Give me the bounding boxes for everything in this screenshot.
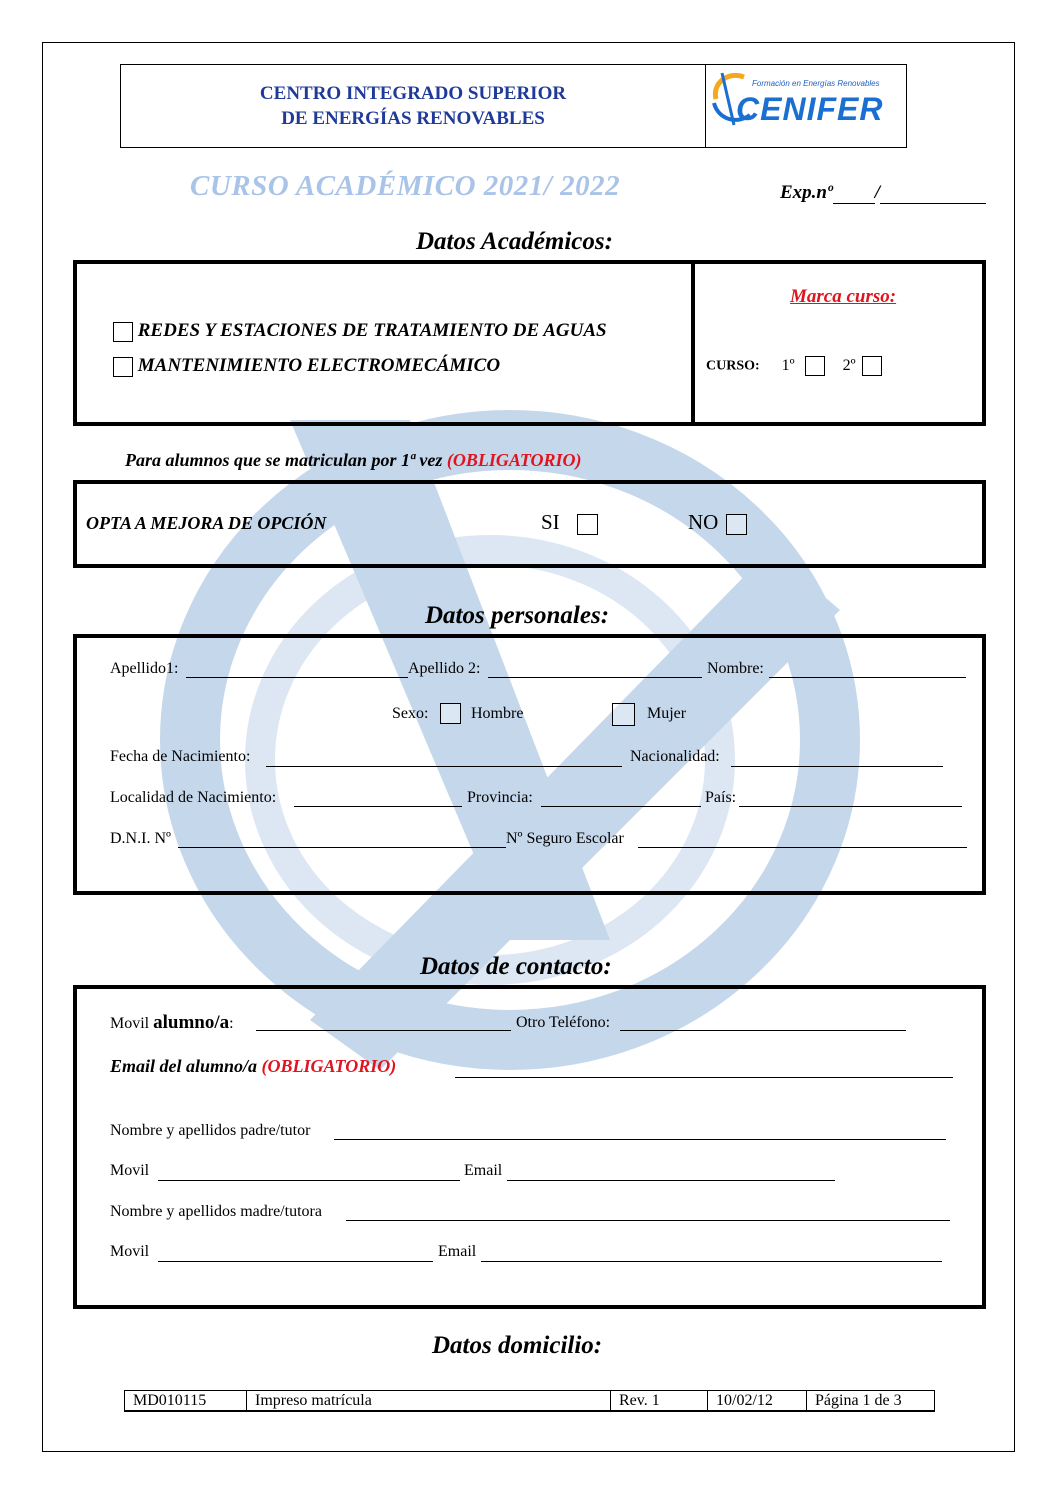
footer-table xyxy=(124,1390,935,1412)
pais-label: País: xyxy=(705,789,737,806)
email-alumno-field[interactable] xyxy=(455,1077,953,1078)
movil-padre-field[interactable] xyxy=(158,1180,460,1181)
movil-alumno-label xyxy=(110,1012,234,1034)
email-madre-field[interactable] xyxy=(481,1261,942,1262)
hombre-label: Hombre xyxy=(471,705,524,722)
nacionalidad-field[interactable] xyxy=(731,766,943,767)
mejora-si-label: SI xyxy=(541,510,560,534)
expedient-number xyxy=(780,182,986,204)
email-alumno-mandatory: (OBLIGATORIO) xyxy=(261,1056,397,1076)
otro-telefono-label: Otro Teléfono: xyxy=(516,1014,611,1031)
madre-label: Nombre y apellidos madre/tutora xyxy=(110,1203,322,1220)
logo xyxy=(706,65,906,147)
provincia-label: Provincia: xyxy=(467,789,533,806)
study-2-label: MANTENIMIENTO ELECTROMECÁMICO xyxy=(137,355,501,376)
apellido1-label: Apellido1: xyxy=(110,660,179,677)
section-title-contact: Datos de contacto: xyxy=(420,953,612,980)
movil-label: Movil xyxy=(110,1015,150,1032)
curso-1-checkbox[interactable] xyxy=(805,356,825,376)
nombre-label: Nombre: xyxy=(707,660,764,677)
mujer-checkbox[interactable] xyxy=(612,703,635,726)
mejora-no-label: NO xyxy=(688,510,719,534)
alumno-colon: : xyxy=(229,1015,234,1032)
sexo-label: Sexo: xyxy=(392,705,429,722)
first-enrolment-mandatory: (OBLIGATORIO) xyxy=(446,450,582,470)
pais-field[interactable] xyxy=(739,806,962,807)
footer-date: 10/02/12 xyxy=(708,1391,807,1410)
exp-separator: / xyxy=(874,182,880,203)
curso-2-label: 2º xyxy=(842,356,856,374)
madre-field[interactable] xyxy=(346,1220,950,1221)
course-title: CURSO ACADÉMICO 2021/ 2022 xyxy=(190,170,621,202)
first-enrolment-text: Para alumnos que se matriculan por 1ª vez xyxy=(125,450,443,470)
study-option-2 xyxy=(113,355,500,377)
padre-field[interactable] xyxy=(334,1139,946,1140)
email-alumno-label xyxy=(110,1056,396,1077)
otro-telefono-field[interactable] xyxy=(620,1030,906,1031)
movil-padre-label: Movil xyxy=(110,1162,150,1179)
footer-revision: Rev. 1 xyxy=(611,1391,708,1410)
mujer-label: Mujer xyxy=(647,705,687,722)
curso-1-label: 1º xyxy=(781,356,795,374)
curso-2-checkbox[interactable] xyxy=(862,356,882,376)
hombre-checkbox[interactable] xyxy=(440,703,461,724)
fecha-nac-label: Fecha de Nacimiento: xyxy=(110,748,251,765)
email-padre-label: Email xyxy=(464,1162,503,1179)
seguro-label: Nº Seguro Escolar xyxy=(506,830,624,847)
school-name-line2: DE ENERGÍAS RENOVABLES xyxy=(281,108,545,129)
footer-document: Impreso matrícula xyxy=(247,1391,611,1410)
study-1-label: REDES Y ESTACIONES DE TRATAMIENTO DE AGUAS xyxy=(137,320,607,341)
logo-tagline: Formación en Energías Renovables xyxy=(752,79,880,88)
exp-field-1[interactable] xyxy=(833,185,875,204)
movil-madre-label: Movil xyxy=(110,1243,150,1260)
curso-label: CURSO: xyxy=(706,358,760,374)
exp-label: Exp.nº xyxy=(780,182,833,203)
dni-label: D.N.I. Nº xyxy=(110,830,171,847)
dni-field[interactable] xyxy=(178,847,506,848)
apellido2-field[interactable] xyxy=(488,677,702,678)
mejora-no xyxy=(688,510,747,535)
fecha-nac-field[interactable] xyxy=(266,766,622,767)
academic-box xyxy=(73,260,986,426)
curso-row xyxy=(706,356,882,376)
movil-alumno-field[interactable] xyxy=(256,1030,511,1031)
first-enrolment-note xyxy=(125,450,582,471)
apellido1-field[interactable] xyxy=(186,677,408,678)
footer-page: Página 1 de 3 xyxy=(815,1392,902,1409)
mejora-label: OPTA A MEJORA DE OPCIÓN xyxy=(86,513,327,533)
email-padre-field[interactable] xyxy=(507,1180,835,1181)
mejora-si xyxy=(541,510,598,535)
alumno-label: alumno/a xyxy=(153,1012,230,1033)
provincia-field[interactable] xyxy=(541,806,701,807)
padre-label: Nombre y apellidos padre/tutor xyxy=(110,1122,311,1139)
marca-curso-label: Marca curso: xyxy=(790,286,897,307)
localidad-nac-label: Localidad de Nacimiento: xyxy=(110,789,277,806)
nacionalidad-label: Nacionalidad: xyxy=(630,748,720,765)
nombre-field[interactable] xyxy=(769,677,966,678)
seguro-field[interactable] xyxy=(638,847,967,848)
email-madre-label: Email xyxy=(438,1243,477,1260)
study-option-1 xyxy=(113,320,607,342)
footer-code: MD010115 xyxy=(125,1391,247,1410)
header-box xyxy=(120,64,907,148)
study-1-checkbox[interactable] xyxy=(113,322,133,342)
section-title-academic: Datos Académicos: xyxy=(416,228,613,255)
school-name-line1: CENTRO INTEGRADO SUPERIOR xyxy=(259,83,567,104)
movil-madre-field[interactable] xyxy=(158,1261,433,1262)
email-alumno-text: Email del alumno/a xyxy=(110,1056,258,1076)
localidad-nac-field[interactable] xyxy=(294,806,462,807)
mejora-no-checkbox[interactable] xyxy=(726,514,747,535)
study-2-checkbox[interactable] xyxy=(113,357,133,377)
apellido2-label: Apellido 2: xyxy=(408,660,481,677)
school-name xyxy=(121,65,706,147)
section-title-personal: Datos personales: xyxy=(425,602,610,629)
mejora-si-checkbox[interactable] xyxy=(577,514,598,535)
exp-field-2[interactable] xyxy=(880,185,986,204)
logo-name: CENIFER xyxy=(736,91,884,127)
academic-divider xyxy=(691,264,695,422)
section-title-domicilio: Datos domicilio: xyxy=(432,1332,603,1359)
